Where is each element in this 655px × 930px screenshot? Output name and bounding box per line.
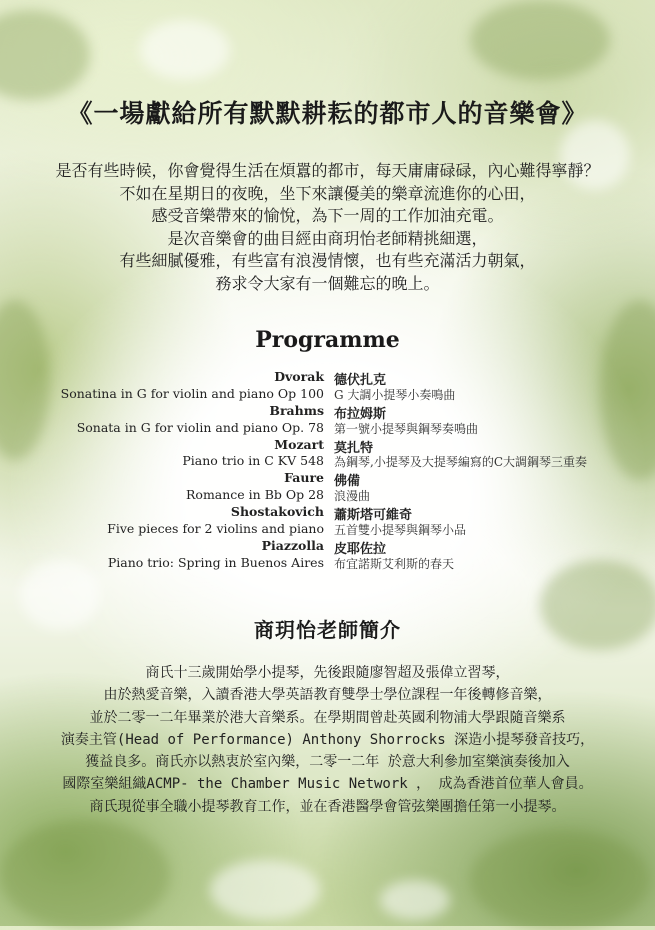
intro-paragraph bbox=[0, 160, 655, 295]
programme-composer-row bbox=[0, 403, 655, 420]
programme-work-row bbox=[0, 386, 655, 403]
composer-name: Dvorak bbox=[274, 369, 324, 384]
programme-composer-row bbox=[0, 538, 655, 555]
programme-work-row bbox=[0, 521, 655, 538]
teacher-bio-heading: 商玥怡老師簡介 bbox=[254, 618, 401, 642]
bio-line: 商氏十三歲開始學小提琴，先後跟隨廖智超及張偉立習琴， bbox=[145, 665, 510, 681]
work-title: Piano trio: Spring in Buenos Aires bbox=[107, 554, 324, 570]
work-title: Sonatina in G for violin and piano Op 100 bbox=[60, 385, 324, 401]
composer-name: Faure bbox=[284, 470, 324, 486]
teacher-bio-paragraph bbox=[0, 662, 655, 818]
intro-line: 務求令大家有一個難忘的晚上。 bbox=[215, 273, 440, 293]
programme-heading: Programme bbox=[255, 327, 400, 353]
bio-line: 獲益良多。商氏亦以熱衷於室內樂，二零一二年 於意大利參加室樂演奏後加入 bbox=[85, 754, 570, 771]
programme-composer-row bbox=[0, 437, 655, 454]
bio-line: 並於二零一二年畢業於港大音樂系。在學期間曾赴英國利物浦大學跟隨音樂系 bbox=[89, 709, 566, 726]
concert-title: 《一場獻給所有默默耕耘的都市人的音樂會》 bbox=[67, 99, 588, 128]
composer-name: Piazzolla bbox=[261, 537, 324, 553]
programme-composer-row bbox=[0, 369, 655, 386]
programme-work-row bbox=[0, 420, 655, 437]
intro-line: 有些細膩優雅，有些富有浪漫情懷，也有些充滿活力朝氣， bbox=[119, 251, 536, 270]
composer-name: Shostakovich bbox=[230, 504, 324, 520]
intro-line: 不如在星期日的夜晚，坐下來讓優美的樂章流進你的心田， bbox=[119, 183, 536, 203]
work-title-zh: 浪漫曲 bbox=[334, 489, 371, 504]
bio-line: 演奏主管(Head of Performance) Anthony Shorrocks 深造小提琴發音技巧， bbox=[60, 731, 595, 748]
composer-name-zh: 德伏扎克 bbox=[334, 373, 387, 388]
composer-name-zh: 布拉姆斯 bbox=[334, 406, 387, 422]
programme-composer-row bbox=[0, 470, 655, 490]
bio-line: 由於熱愛音樂，入讀香港大學英語教育雙學士學位課程一年後轉修音樂， bbox=[103, 687, 552, 704]
composer-name: Mozart bbox=[274, 436, 324, 452]
work-title-zh: 第一號小提琴與鋼琴奏鳴曲 bbox=[334, 421, 479, 436]
bio-line: 商氏現從事全職小提琴教育工作，並在香港醫學會管弦樂團擔任第一小提琴。 bbox=[89, 798, 566, 815]
intro-line: 是次音樂會的曲目經由商玥怡老師精挑細選， bbox=[167, 228, 488, 248]
work-title-zh: 五首雙小提琴與鋼琴小品 bbox=[334, 523, 467, 538]
work-title: Five pieces for 2 violins and piano bbox=[107, 521, 324, 537]
programme-work-row bbox=[0, 555, 655, 572]
work-title-zh: G 大調小提琴小奏鳴曲 bbox=[334, 387, 456, 402]
work-title: Sonata in G for violin and piano Op. 78 bbox=[76, 419, 324, 435]
programme-list bbox=[0, 369, 655, 572]
intro-line: 感受音樂帶來的愉悅，為下一周的工作加油充電。 bbox=[151, 206, 504, 225]
composer-name: Brahms bbox=[269, 402, 324, 418]
intro-line: 是否有些時候，你會覺得生活在煩囂的都市，每天庸庸碌碌，內心難得寧靜？ bbox=[55, 161, 600, 180]
programme-work-row bbox=[0, 487, 655, 504]
work-title: Romance in Bb Op 28 bbox=[186, 487, 324, 503]
programme-composer-row bbox=[0, 504, 655, 524]
work-title: Piano trio in C KV 548 bbox=[182, 453, 324, 469]
composer-name-zh: 皮耶佐拉 bbox=[334, 541, 387, 557]
composer-name-zh: 蕭斯塔可維奇 bbox=[334, 508, 413, 524]
bio-line: 國際室樂組織ACMP- the Chamber Music Network ， 成為香港首位華人會員。 bbox=[62, 776, 593, 793]
composer-name-zh: 佛備 bbox=[334, 474, 361, 490]
work-title-zh: 為鋼琴,小提琴及大提琴編寫的C大調鋼琴三重奏 bbox=[334, 455, 587, 470]
work-title-zh: 布宜諾斯艾利斯的春天 bbox=[334, 556, 455, 571]
composer-name-zh: 莫扎特 bbox=[334, 440, 374, 456]
programme-work-row bbox=[0, 453, 655, 470]
